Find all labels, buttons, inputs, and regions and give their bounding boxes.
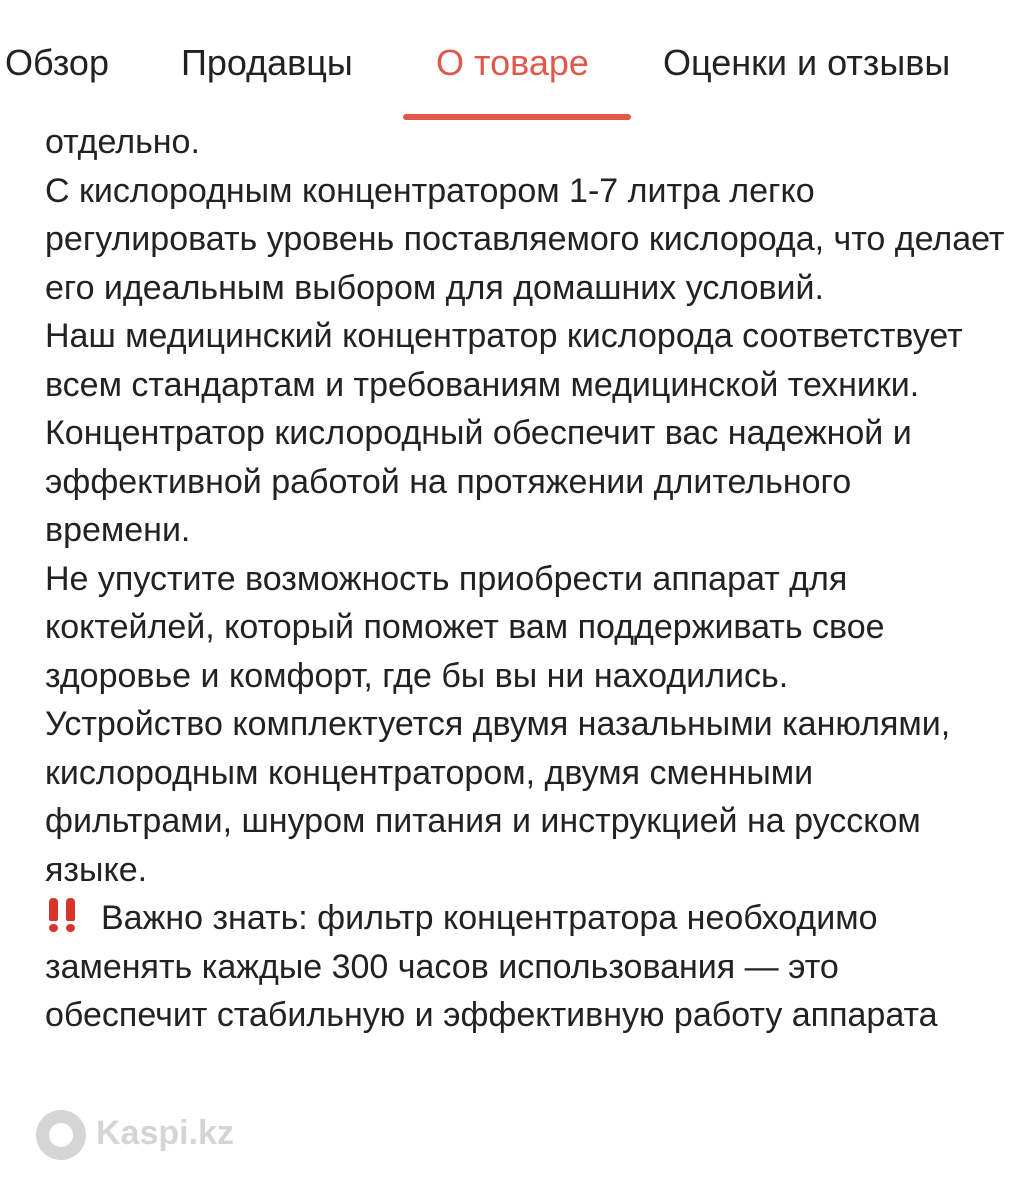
tab-bar <box>0 0 1033 125</box>
description-paragraph: Устройство комплектуется двумя назальными канюлями, кислородным концентратором, двумя сменными фильтрами, шнуром питания и инструкцией на русском языке. <box>45 705 951 889</box>
warning-text: Важно знать: фильтр концентратора необходимо заменять каждые 300 часов использования — это обеспечит стабильную и эффективную работу аппарата <box>45 899 938 1034</box>
description-paragraph: отдельно. <box>45 123 200 161</box>
description-paragraph: Не упустите возможность приобрести аппарат для коктейлей, который поможет вам поддерживать свое здоровье и комфорт, где бы вы ни находились. <box>45 559 885 695</box>
tab-reviews[interactable]: Оценки и отзывы <box>663 42 951 83</box>
description-paragraph: С кислородным концентратором 1-7 литра легко регулировать уровень поставляемого кислорода, что делает его идеальным выбором для домашних условий. <box>45 171 1005 307</box>
kaspi-logo-icon <box>36 1110 86 1160</box>
tab-overview[interactable]: Обзор <box>5 42 109 83</box>
tab-sellers[interactable]: Продавцы <box>181 42 353 83</box>
warning-paragraph <box>45 894 1005 1040</box>
double-exclamation-icon <box>45 898 91 932</box>
description-paragraph: Наш медицинский концентратор кислорода соответствует всем стандартам и требованиям медицинской техники. Концентратор кислородный обеспечит вас надежной и эффективной работой на протяжении длительного времени. <box>45 317 963 549</box>
watermark-text: Kaspi.kz <box>96 1114 234 1152</box>
product-description <box>45 118 1005 1040</box>
kaspi-watermark <box>36 1108 276 1168</box>
tab-about-product[interactable]: О товаре <box>436 42 589 83</box>
